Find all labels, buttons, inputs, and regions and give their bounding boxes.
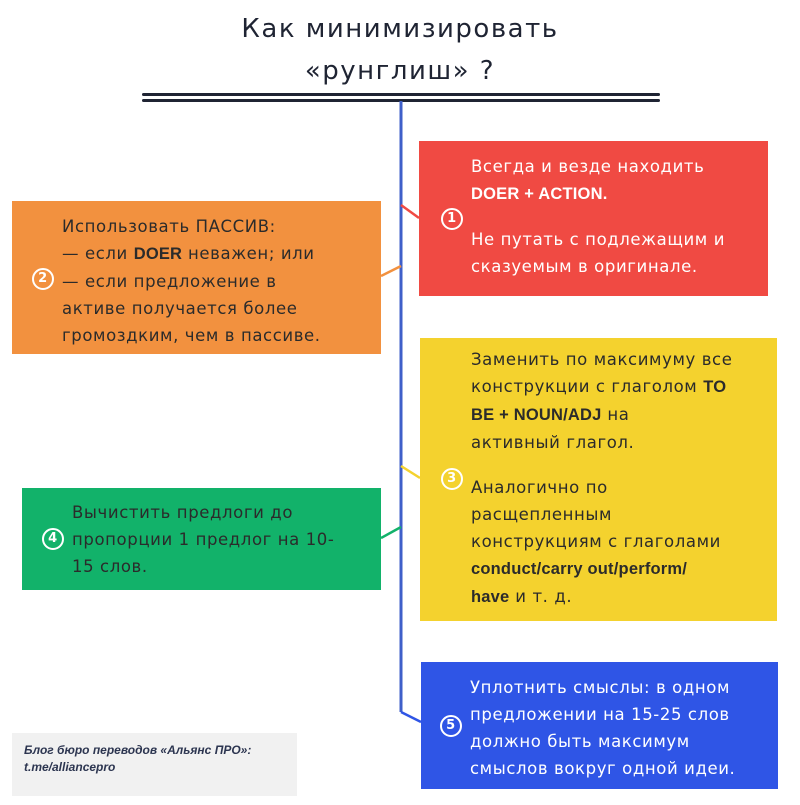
step-3-line: конструкциям с глаголами — [471, 532, 721, 551]
step-number-badge: 1 — [441, 208, 463, 230]
step-number-badge: 4 — [42, 528, 64, 550]
step-1-keyword: DOER + ACTION. — [471, 185, 608, 203]
footer-credit — [12, 733, 297, 796]
connector-5 — [401, 712, 421, 722]
connector-4 — [381, 527, 401, 538]
step-4-line: 15 слов. — [72, 557, 148, 576]
connector-1 — [401, 205, 419, 218]
step-3-line: Аналогично по — [471, 478, 608, 497]
step-2-line: Использовать ПАССИВ: — [62, 217, 276, 236]
step-1-line: сказуемым в оригинале. — [471, 257, 698, 276]
step-3-line: Заменить по максимуму все — [471, 350, 733, 369]
step-5-line: смыслов вокруг одной идеи. — [470, 759, 736, 778]
step-3-line: и т. д. — [515, 587, 573, 606]
step-number-badge: 3 — [441, 468, 463, 490]
footer-link[interactable]: t.me/alliancepro — [24, 760, 116, 774]
step-number-badge: 2 — [32, 268, 54, 290]
step-card-2 — [12, 201, 381, 354]
step-5-line: предложении на 15-25 слов — [470, 705, 730, 724]
step-2-line: громоздким, чем в пассиве. — [62, 326, 321, 345]
step-2-line: — если — [62, 244, 128, 263]
step-3-keyword: have — [471, 588, 510, 606]
step-1-line: Не путать с подлежащим и — [471, 230, 726, 249]
step-2-line: — если предложение в — [62, 272, 277, 291]
step-5-line: Уплотнить смыслы: в одном — [470, 678, 730, 697]
step-3-keyword: TO — [703, 378, 727, 396]
step-3-line: на — [607, 405, 630, 424]
step-2-line: неважен; или — [188, 244, 315, 263]
step-5-line: должно быть максимум — [470, 732, 690, 751]
step-2-keyword: DOER — [133, 245, 183, 263]
step-2-line: активе получается более — [62, 299, 298, 318]
step-1-line: Всегда и везде находить — [471, 157, 705, 176]
step-3-line: расщепленным — [471, 505, 613, 524]
step-card-1 — [419, 141, 768, 296]
title-line-1: Как минимизировать — [241, 14, 559, 44]
step-3-keyword: conduct/carry out/perform/ — [471, 560, 688, 578]
step-3-keyword: BE + NOUN/ADJ — [471, 406, 602, 424]
title-line-2: «рунглиш» ? — [304, 56, 496, 86]
connector-3 — [401, 466, 420, 478]
footer-blog-name: Блог бюро переводов «Альянс ПРО»: — [24, 743, 252, 757]
step-card-3 — [420, 338, 777, 621]
step-3-line: конструкции с глаголом — [471, 377, 698, 396]
step-card-5 — [421, 662, 778, 789]
step-4-line: Вычистить предлоги до — [72, 503, 294, 522]
step-4-line: пропорции 1 предлог на 10- — [72, 530, 335, 549]
connector-2 — [381, 266, 401, 276]
step-number-badge: 5 — [440, 715, 462, 737]
step-3-line: активный глагол. — [471, 433, 635, 452]
step-card-4 — [22, 488, 381, 590]
